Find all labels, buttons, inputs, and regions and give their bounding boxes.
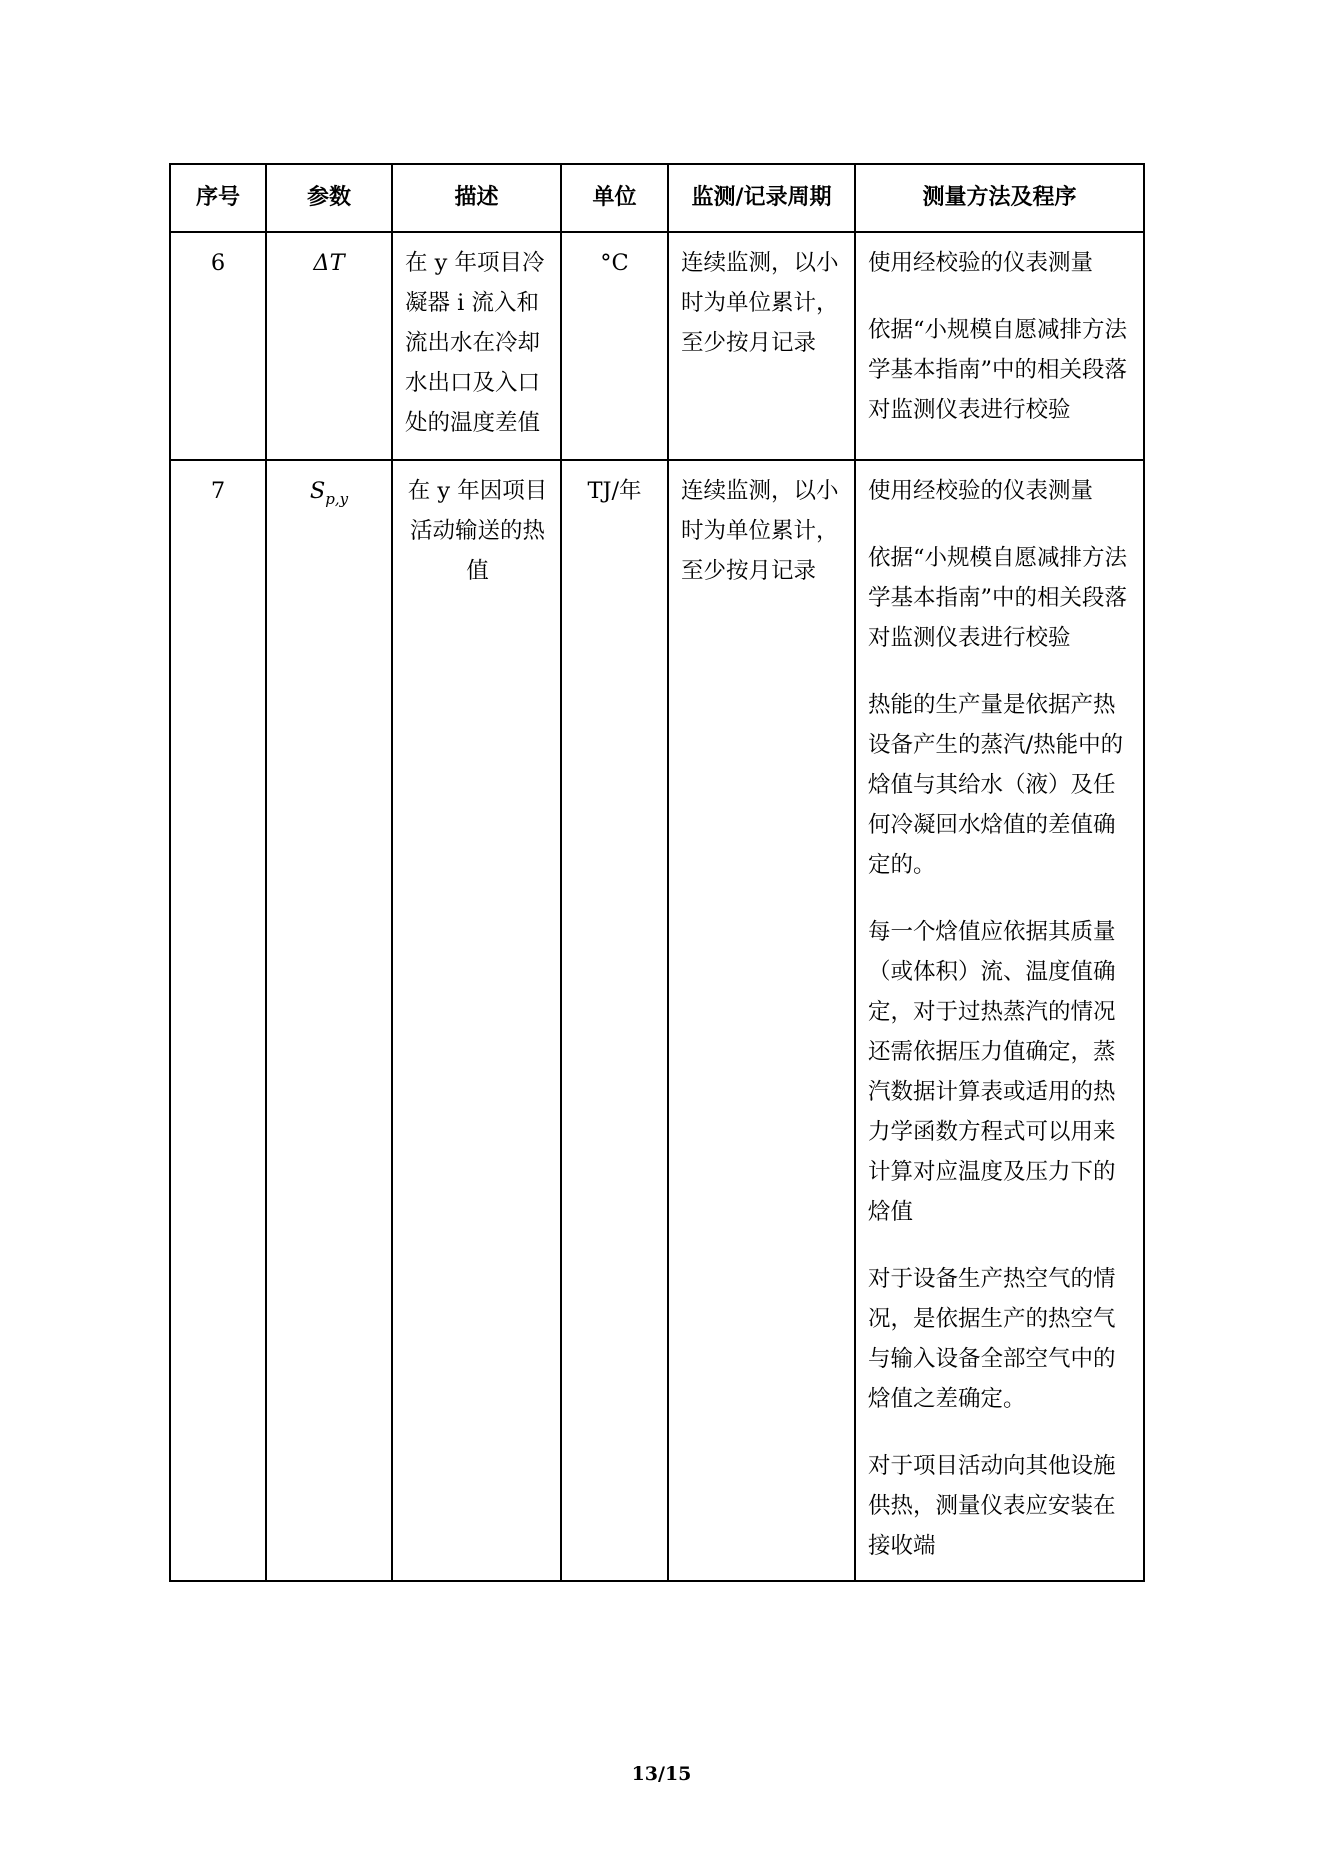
row-freq: 连续监测，以小时为单位累计，至少按月记录: [668, 460, 855, 1581]
row-param: [266, 460, 392, 1581]
row-freq: 连续监测，以小时为单位累计，至少按月记录: [668, 232, 855, 460]
row-desc: 在 y 年因项目活动输送的热值: [392, 460, 561, 1581]
row-method: [855, 232, 1144, 460]
method-paragraph: 对于项目活动向其他设施供热，测量仪表应安装在接收端: [868, 1453, 1116, 1559]
row-no: 7: [170, 460, 266, 1581]
param-subscript: p,y: [325, 490, 349, 508]
header-row: [170, 164, 1144, 232]
method-paragraph: 热能的生产量是依据产热设备产生的蒸汽/热能中的焓值与其给水（液）及任何冷凝回水焓值的差值确定的。: [868, 692, 1124, 878]
page-number: 13/15: [631, 1763, 692, 1785]
param-symbol: S: [309, 478, 326, 504]
method-paragraph: 使用经校验的仪表测量: [868, 250, 1094, 276]
row-desc: 在 y 年项目冷凝器 i 流入和流出水在冷却水出口及入口处的温度差值: [392, 232, 561, 460]
row-unit: TJ/年: [561, 460, 668, 1581]
header-desc: 描述: [392, 164, 561, 232]
monitoring-parameters-table: [169, 163, 1145, 1582]
row-unit: °C: [561, 232, 668, 460]
row-param: ΔT: [266, 232, 392, 460]
header-method: 测量方法及程序: [855, 164, 1144, 232]
method-paragraph: 每一个焓值应依据其质量（或体积）流、温度值确定，对于过热蒸汽的情况还需依据压力值确定，蒸汽数据计算表或适用的热力学函数方程式可以用来计算对应温度及压力下的焓值: [868, 919, 1116, 1225]
row-no: 6: [170, 232, 266, 460]
row-method: [855, 460, 1144, 1581]
method-paragraph: 依据“小规模自愿减排方法学基本指南”中的相关段落对监测仪表进行校验: [868, 317, 1128, 423]
header-unit: 单位: [561, 164, 668, 232]
table-row: [170, 232, 1144, 460]
header-freq: 监测/记录周期: [668, 164, 855, 232]
header-no: 序号: [170, 164, 266, 232]
method-paragraph: 对于设备生产热空气的情况，是依据生产的热空气与输入设备全部空气中的焓值之差确定。: [868, 1266, 1116, 1412]
header-param: 参数: [266, 164, 392, 232]
table-row: [170, 460, 1144, 1581]
method-paragraph: 使用经校验的仪表测量: [868, 478, 1094, 504]
method-paragraph: 依据“小规模自愿减排方法学基本指南”中的相关段落对监测仪表进行校验: [868, 545, 1128, 651]
